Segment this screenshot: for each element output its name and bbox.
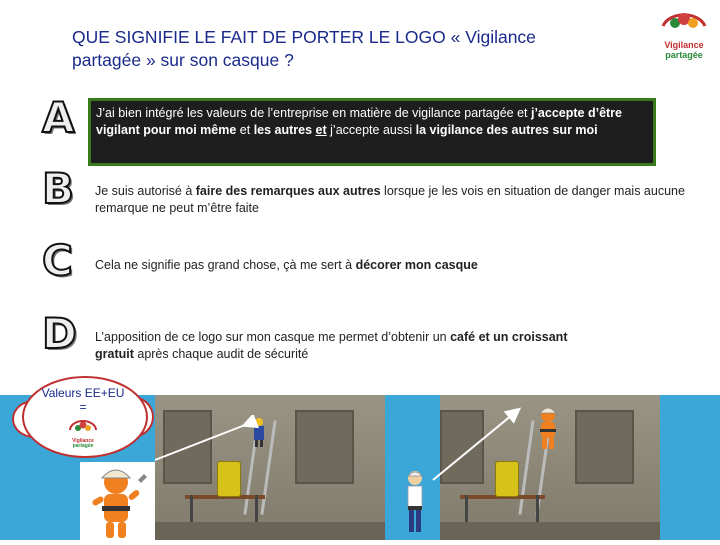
cloud-text bbox=[22, 386, 144, 414]
logo-text-1: Vigilance bbox=[664, 40, 704, 50]
cloud-line-1: Valeurs EE+EU bbox=[41, 386, 125, 400]
cloud-logo-text-1: Vigilance bbox=[72, 438, 94, 444]
question-line-1: QUE SIGNIFIE LE FAIT DE PORTER LE LOGO « Vigilance bbox=[72, 27, 536, 47]
logo-text-2: partagée bbox=[665, 50, 703, 60]
blue-worker-figure bbox=[400, 468, 430, 536]
question-title bbox=[72, 26, 632, 72]
option-b[interactable]: Je suis autorisé à faire des remarques aux autres lorsque je les vois en situation de danger mais aucune remarque ne peut m’être faite bbox=[95, 184, 685, 215]
option-a[interactable] bbox=[88, 98, 656, 166]
option-c[interactable]: Cela ne signifie pas grand chose, çà me sert à décorer mon casque bbox=[95, 258, 478, 272]
barrel-icon bbox=[217, 461, 241, 497]
orange-worker-icon bbox=[80, 462, 155, 540]
orange-worker-small-icon bbox=[530, 403, 566, 451]
letter-b: B bbox=[42, 164, 75, 213]
letter-a: A bbox=[42, 93, 75, 142]
cloud-logo bbox=[66, 418, 100, 450]
letter-d: D bbox=[42, 309, 77, 358]
arrow-to-right-worker-icon bbox=[428, 405, 528, 485]
blue-worker-icon bbox=[400, 468, 430, 536]
orange-worker-small-figure bbox=[530, 403, 566, 451]
letter-c: C bbox=[42, 236, 73, 285]
cloud-logo-text-2: partagée bbox=[72, 443, 94, 449]
vigilance-logo bbox=[655, 6, 713, 64]
vigilance-logo-small-icon bbox=[66, 418, 100, 440]
cloud-line-2: = bbox=[79, 400, 87, 414]
question-line-2: partagée » sur son casque ? bbox=[72, 50, 294, 70]
option-a-text: J’ai bien intégré les valeurs de l’entreprise en matière de vigilance partagée et j’accepte d’être vigilant pour moi même et les autres et j’accepte aussi la vigilance des autres sur moi bbox=[96, 106, 622, 137]
option-d[interactable]: L’apposition de ce logo sur mon casque me permet d’obtenir un café et un croissant gratuit après chaque audit de sécurité bbox=[95, 330, 568, 361]
orange-worker-figure bbox=[80, 462, 155, 540]
arrow-to-worker-icon bbox=[150, 415, 260, 465]
